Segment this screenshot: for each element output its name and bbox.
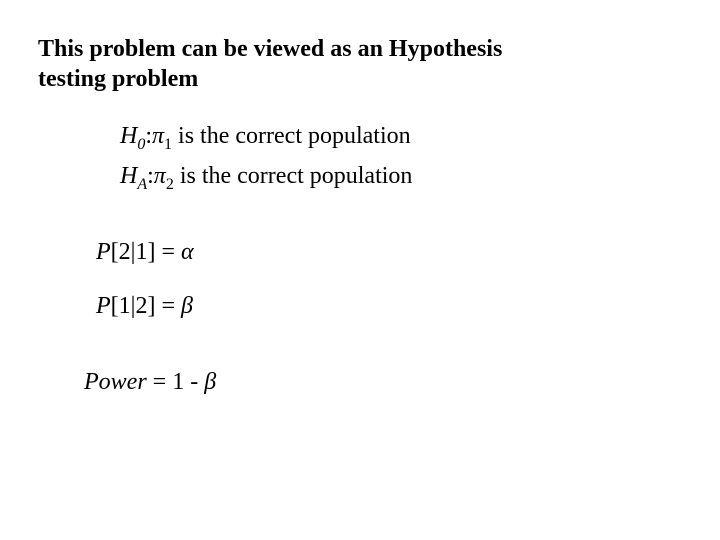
ha-subscript: A <box>137 176 148 193</box>
ha-pi: π <box>153 163 166 189</box>
power-var: Power <box>84 369 147 395</box>
power-beta-symbol: β <box>204 369 217 395</box>
beta-eq-args: [1|2] = <box>110 293 181 319</box>
title-line-2: testing problem <box>38 66 199 92</box>
power-equation <box>84 367 216 397</box>
h0-subscript: 0 <box>137 136 146 153</box>
type-one-error-equation <box>96 237 194 267</box>
h0-text: is the correct population <box>172 123 411 149</box>
power-args: = 1 - <box>146 369 205 395</box>
h0-separator: : <box>145 123 153 149</box>
alpha-eq-args: [2|1] = <box>110 239 181 265</box>
alpha-eq-var: P <box>96 239 111 265</box>
h0-pi: π <box>152 123 165 149</box>
ha-separator: : <box>147 163 154 189</box>
type-two-error-equation <box>96 291 193 321</box>
alternative-hypothesis <box>120 161 412 194</box>
h0-symbol: H <box>120 123 138 149</box>
h0-pi-subscript: 1 <box>164 136 173 153</box>
slide-title <box>38 34 678 94</box>
beta-symbol: β <box>181 293 193 319</box>
ha-pi-subscript: 2 <box>165 176 174 193</box>
ha-text: is the correct population <box>173 163 413 189</box>
beta-eq-var: P <box>96 293 111 319</box>
null-hypothesis <box>120 121 411 154</box>
title-line-1: This problem can be viewed as an Hypothesis <box>38 36 503 62</box>
ha-symbol: H <box>120 163 138 189</box>
alpha-symbol: α <box>181 239 194 265</box>
